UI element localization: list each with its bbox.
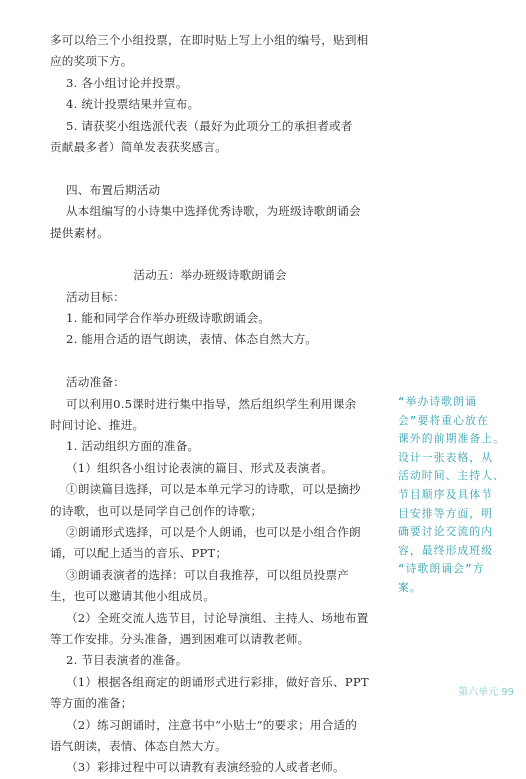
paragraph-gap [50, 351, 370, 372]
body-text-line: 提供素材。 [50, 225, 109, 240]
paragraph-gap [50, 158, 370, 179]
side-note-line: 确要讨论交流的内 [398, 525, 494, 539]
side-note-line: “举办诗歌朗诵 [398, 395, 477, 408]
paragraph-gap [50, 244, 370, 265]
side-note-line: 容，最终形成班级 [398, 543, 494, 557]
body-text-line: 四、布置后期活动 [66, 182, 161, 197]
side-note-line: 节目顺序及具体节 [398, 487, 494, 501]
body-text-line: 活动准备： [66, 375, 125, 390]
side-note-line: 课外的前期准备上。 [398, 432, 506, 446]
body-text-line: 应的奖项下方。 [50, 54, 133, 69]
body-text-line: （2）练习朗诵时，注意书中“小贴士”的要求；用合适的 [66, 717, 358, 732]
body-text-line: 3. 各小组讨论并投票。 [66, 75, 188, 90]
section-heading: 活动五：举办班级诗歌朗诵会 [133, 268, 287, 283]
body-text-line: ③朗诵表演者的选择：可以自我推荐，可以组员投票产 [66, 567, 350, 582]
body-text-line: 诵，可以配上适当的音乐、PPT； [50, 546, 228, 561]
body-text-line: （1）组织各小组讨论表演的篇目、形式及表演者。 [66, 460, 334, 475]
body-text-line: （2）全班交流人选节目，讨论导演组、主持人、场地布置 [66, 610, 369, 625]
body-text-line: 等方面的准备； [50, 696, 133, 711]
body-text-line: 从本组编写的小诗集中选择优秀诗歌，为班级诗歌朗诵会 [66, 204, 361, 219]
side-note [398, 393, 520, 598]
body-text-line: 2. 能用合适的语气朗读，表情、体态自然大方。 [66, 332, 318, 347]
body-text-line: 的诗歌，也可以是同学自己创作的诗歌； [50, 503, 263, 518]
body-text-line: 等工作安排。分头准备，遇到困难可以请教老师。 [50, 631, 310, 646]
side-note-line: 活动时间、主持人、 [398, 469, 506, 483]
side-note-line: 目安排等方面，明 [398, 506, 494, 520]
side-note-line: 会”要将重心放在 [398, 413, 489, 427]
body-text-line: 语气朗读，表情、体态自然大方。 [50, 738, 227, 753]
body-text-line: 贡献最多者）简单发表获奖感言。 [50, 139, 227, 154]
main-text-column [50, 30, 370, 779]
page-footer: 第六单元 99 [458, 687, 514, 698]
body-text-line: 可以利用0.5课时进行集中指导，然后组织学生利用课余 [66, 396, 357, 411]
body-text-line: 多可以给三个小组投票，在即时贴上写上小组的编号，贴到相 [50, 33, 369, 47]
body-text-line: 5. 请获奖小组选派代表（最好为此项分工的承担者或者 [66, 118, 353, 133]
side-note-line: 设计一张表格，从 [398, 450, 494, 464]
body-text-line: 4. 统计投票结果并宣布。 [66, 97, 200, 112]
body-text-line: 2. 节目表演者的准备。 [66, 653, 188, 668]
body-text-line: ①朗读篇目选择，可以是本单元学习的诗歌，可以是摘抄 [66, 482, 361, 497]
body-text-line: 生，也可以邀请其他小组成员。 [50, 589, 216, 604]
side-note-line: 案。 [398, 580, 422, 594]
body-text-line: （3）彩排过程中可以请教有表演经验的人或者老师。 [66, 760, 345, 775]
body-text-line: 1. 活动组织方面的准备。 [66, 439, 200, 454]
side-note-line: “诗歌朗诵会”方 [398, 562, 485, 576]
body-text-line: （1）根据各组商定的朗诵形式进行彩排，做好音乐、PPT [66, 674, 369, 689]
body-text-line: ②朗诵形式选择，可以是个人朗诵，也可以是小组合作朗 [66, 524, 361, 539]
body-text-line: 活动目标： [66, 289, 125, 304]
body-text-line: 时间讨论、推进。 [50, 418, 145, 433]
body-text-line: 1. 能和同学合作举办班级诗歌朗诵会。 [66, 311, 271, 326]
